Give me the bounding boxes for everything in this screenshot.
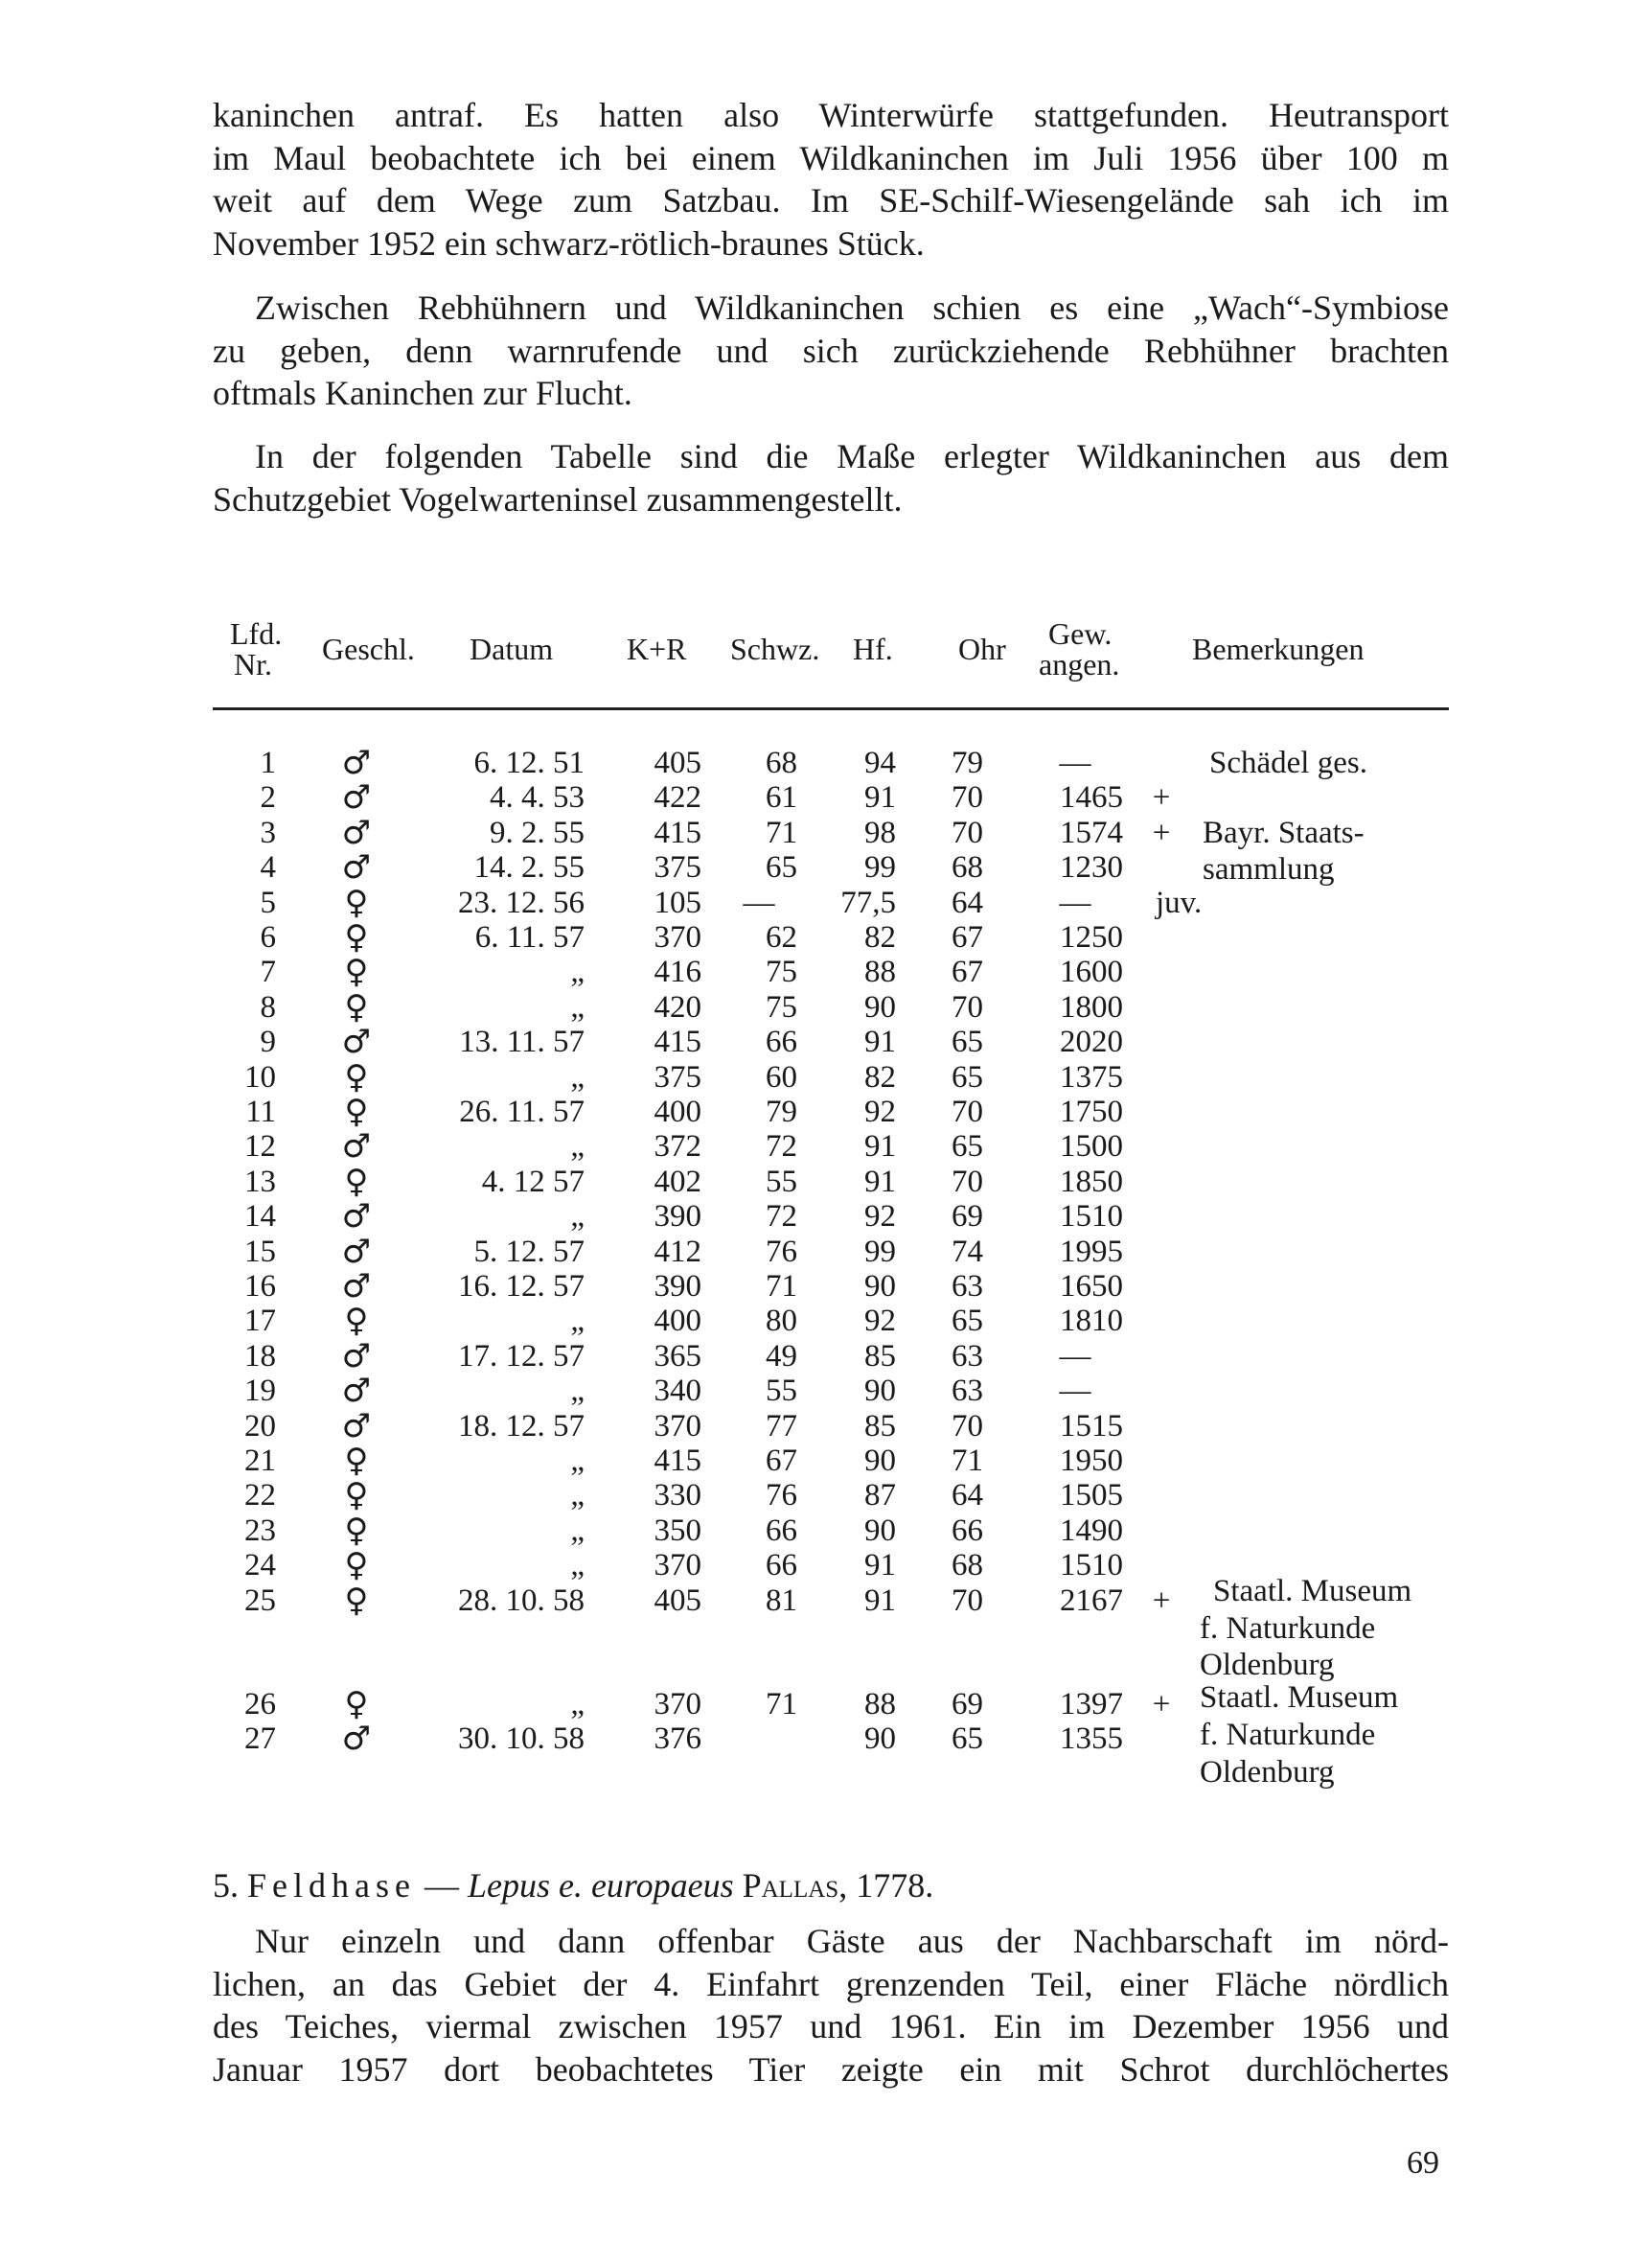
table-row xyxy=(213,883,1449,922)
paragraph-3 xyxy=(213,435,1449,520)
row-kr: 422 xyxy=(654,780,701,816)
row-mark: + xyxy=(1152,780,1171,816)
header-kr: K+R xyxy=(627,632,687,666)
table-row xyxy=(213,920,1449,956)
species-author: Pallas xyxy=(742,1866,839,1905)
row-tail: — xyxy=(743,885,775,920)
row-tail: 55 xyxy=(766,1164,797,1199)
text-line: zu geben, denn warnrufende und sich zurückziehende Rebhühner brachten xyxy=(213,331,1449,370)
row-tail: 61 xyxy=(766,780,797,816)
table-row xyxy=(213,780,1449,816)
row-date: 17. 12. 57 xyxy=(458,1338,585,1374)
table-row xyxy=(213,955,1449,990)
row-kr: 405 xyxy=(654,1582,701,1618)
row-weight: 1490 xyxy=(1060,1513,1123,1548)
row-number: 7 xyxy=(260,955,276,990)
row-weight: 1397 xyxy=(1060,1687,1123,1721)
row-weight: 1465 xyxy=(1060,780,1123,816)
remark-25c: Oldenburg xyxy=(1200,1648,1335,1682)
row-kr: 415 xyxy=(654,1444,701,1478)
row-kr: 365 xyxy=(654,1338,701,1374)
sex-symbol: ♀ xyxy=(344,1162,369,1201)
row-weight: 1810 xyxy=(1060,1304,1123,1339)
table-row xyxy=(213,1478,1449,1513)
row-tail: 75 xyxy=(766,989,797,1025)
header-ear: Ohr xyxy=(958,632,1006,666)
row-kr: 400 xyxy=(654,1304,701,1339)
table-row xyxy=(213,1129,1449,1165)
remark-26b: f. Naturkunde xyxy=(1200,1718,1376,1752)
header-lfd: Lfd. xyxy=(230,616,283,651)
row-kr: 350 xyxy=(654,1513,701,1548)
row-date: 14. 2. 55 xyxy=(473,850,585,886)
table-row xyxy=(213,1057,1449,1097)
sex-symbol: ♂ xyxy=(341,848,372,888)
sex-symbol: ♂ xyxy=(341,1127,372,1167)
table-row xyxy=(213,1406,1449,1445)
row-hf: 88 xyxy=(864,955,896,990)
row-number: 11 xyxy=(245,1095,276,1129)
sex-symbol: ♀ xyxy=(344,1442,369,1480)
row-hf: 85 xyxy=(864,1338,896,1374)
text-line: Januar 1957 dort beobachtetes Tier zeigte ein mit Schrot durchlöchertes xyxy=(213,2049,1449,2089)
row-date: „ xyxy=(570,1374,585,1409)
row-weight: 1950 xyxy=(1060,1444,1123,1478)
row-weight: 1515 xyxy=(1060,1408,1123,1444)
table-row xyxy=(213,1304,1449,1339)
sex-symbol: ♀ xyxy=(344,953,369,992)
sex-symbol: ♀ xyxy=(344,1511,369,1550)
row-number: 23 xyxy=(244,1513,276,1548)
row-number: 1 xyxy=(260,746,276,780)
sex-symbol: ♀ xyxy=(344,1685,369,1723)
row-date: 23. 12. 56 xyxy=(458,885,585,920)
row-kr: 375 xyxy=(654,1059,701,1095)
sex-symbol: ♀ xyxy=(344,1581,369,1620)
text-line: Schutzgebiet Vogelwarteninsel zusammengestellt. xyxy=(213,479,903,519)
row-number: 27 xyxy=(244,1721,276,1757)
row-date: 13. 11. 57 xyxy=(459,1025,585,1060)
row-mark: + xyxy=(1152,1687,1171,1721)
row-date: 4. 4. 53 xyxy=(490,780,585,816)
row-kr: 370 xyxy=(654,1687,701,1721)
row-ear: 63 xyxy=(952,1374,983,1409)
sex-symbol: ♀ xyxy=(344,918,369,957)
row-number: 24 xyxy=(244,1548,276,1583)
row-date: „ xyxy=(570,1548,585,1583)
sex-symbol: ♀ xyxy=(344,1302,369,1341)
row-ear: 63 xyxy=(952,1338,983,1374)
table-row xyxy=(213,1025,1449,1060)
row-date: „ xyxy=(570,1513,585,1548)
row-ear: 70 xyxy=(952,989,983,1025)
row-kr: 370 xyxy=(654,1548,701,1583)
row-hf: 99 xyxy=(864,1234,896,1269)
table-row xyxy=(213,1232,1449,1271)
row-tail: 80 xyxy=(766,1304,797,1339)
row-date: „ xyxy=(570,989,585,1025)
row-hf: 91 xyxy=(864,1582,896,1618)
row-ear: 74 xyxy=(952,1234,983,1269)
section-title: Feldhase xyxy=(247,1866,416,1905)
row-weight: 1650 xyxy=(1060,1269,1123,1304)
row-ear: 70 xyxy=(952,1095,983,1129)
row-ear: 65 xyxy=(952,1129,983,1165)
table-rule xyxy=(213,707,1449,710)
row-ear: 65 xyxy=(952,1025,983,1060)
text-line: lichen, an das Gebiet der 4. Einfahrt grenzenden Teil, einer Fläche nördlich xyxy=(213,1964,1449,2003)
row-kr: 105 xyxy=(654,885,701,920)
row-hf: 82 xyxy=(864,1059,896,1095)
row-hf: 92 xyxy=(864,1095,896,1129)
row-date: „ xyxy=(570,1687,585,1721)
row-hf: 91 xyxy=(864,780,896,816)
sex-symbol: ♀ xyxy=(344,987,369,1027)
row-tail: 71 xyxy=(766,1269,797,1304)
row-number: 16 xyxy=(244,1269,276,1304)
row-number: 15 xyxy=(244,1234,276,1269)
row-weight: 1510 xyxy=(1060,1548,1123,1583)
row-hf: 90 xyxy=(864,1269,896,1304)
remark-25: Staatl. Museum xyxy=(1213,1574,1412,1608)
row-number: 5 xyxy=(260,885,276,920)
row-hf: 90 xyxy=(864,1444,896,1478)
row-ear: 69 xyxy=(952,1199,983,1235)
header-nr: Nr. xyxy=(234,647,272,682)
row-weight: 1600 xyxy=(1060,955,1123,990)
row-number: 18 xyxy=(244,1338,276,1374)
row-kr: 420 xyxy=(654,989,701,1025)
row-number: 12 xyxy=(244,1129,276,1165)
row-weight: 1355 xyxy=(1060,1721,1123,1757)
sex-symbol: ♂ xyxy=(341,1336,372,1375)
row-hf: 99 xyxy=(864,850,896,886)
row-kr: 330 xyxy=(654,1478,701,1513)
sex-symbol: ♂ xyxy=(341,1372,372,1411)
row-kr: 390 xyxy=(654,1199,701,1235)
row-ear: 65 xyxy=(952,1059,983,1095)
row-weight: 1375 xyxy=(1060,1059,1123,1095)
sex-symbol: ♂ xyxy=(341,1232,372,1271)
row-ear: 70 xyxy=(952,1582,983,1618)
row-weight: — xyxy=(1059,885,1091,920)
row-number: 9 xyxy=(260,1025,276,1060)
row-ear: 70 xyxy=(952,1164,983,1199)
row-number: 13 xyxy=(244,1164,276,1199)
row-tail: 67 xyxy=(766,1444,797,1478)
page-number: 69 xyxy=(1407,2145,1439,2181)
row-hf: 91 xyxy=(864,1164,896,1199)
row-number: 3 xyxy=(260,815,276,850)
table-row xyxy=(213,1199,1449,1235)
row-hf: 91 xyxy=(864,1548,896,1583)
row-date: 26. 11. 57 xyxy=(459,1095,585,1129)
row-kr: 370 xyxy=(654,1408,701,1444)
row-tail: 75 xyxy=(766,955,797,990)
row-date: 4. 12 57 xyxy=(481,1164,585,1199)
text-line: weit auf dem Wege zum Satzbau. Im SE-Schilf-Wiesengelände sah ich im xyxy=(213,181,1449,219)
row-hf: 87 xyxy=(864,1478,896,1513)
row-weight: 1510 xyxy=(1060,1199,1123,1235)
row-kr: 340 xyxy=(654,1374,701,1409)
row-kr: 415 xyxy=(654,1025,701,1060)
sex-symbol: ♂ xyxy=(341,1023,372,1062)
row-tail: 60 xyxy=(766,1059,797,1095)
remark-26: Staatl. Museum xyxy=(1200,1680,1399,1715)
sex-symbol: ♀ xyxy=(344,1546,369,1585)
row-number: 26 xyxy=(244,1687,276,1721)
row-kr: 390 xyxy=(654,1269,701,1304)
row-ear: 70 xyxy=(952,815,983,850)
row-number: 8 xyxy=(260,989,276,1025)
row-ear: 71 xyxy=(952,1444,983,1478)
species-name: Lepus e. europaeus xyxy=(467,1866,734,1905)
row-date: 28. 10. 58 xyxy=(458,1582,585,1618)
remark-3b: sammlung xyxy=(1203,852,1335,887)
row-hf: 92 xyxy=(864,1304,896,1339)
row-hf: 94 xyxy=(864,746,896,780)
row-mark: + xyxy=(1152,815,1171,850)
row-number: 10 xyxy=(244,1059,276,1095)
row-date: 6. 11. 57 xyxy=(474,920,585,955)
row-hf: 98 xyxy=(864,815,896,850)
sex-symbol: ♂ xyxy=(341,813,372,852)
remark-3: Bayr. Staats- xyxy=(1203,816,1365,850)
row-kr: 375 xyxy=(654,850,701,886)
table-row xyxy=(213,987,1449,1027)
row-tail: 66 xyxy=(766,1548,797,1583)
row-weight: 1800 xyxy=(1060,989,1123,1025)
sex-symbol: ♂ xyxy=(341,744,372,782)
row-number: 25 xyxy=(244,1582,276,1618)
row-kr: 370 xyxy=(654,920,701,955)
row-tail: 72 xyxy=(766,1199,797,1235)
row-kr: 415 xyxy=(654,815,701,850)
row-date: „ xyxy=(570,1129,585,1165)
remark-5: juv. xyxy=(1156,886,1203,920)
row-kr: 405 xyxy=(654,746,701,780)
sex-symbol: ♂ xyxy=(341,1267,372,1305)
text-line: oftmals Kaninchen zur Flucht. xyxy=(213,374,632,412)
header-hf: Hf. xyxy=(853,632,893,666)
row-ear: 79 xyxy=(952,746,983,780)
text-line: November 1952 ein schwarz-rötlich-braunes Stück. xyxy=(213,223,925,263)
table-row xyxy=(213,1513,1449,1549)
header-tail: Schwz. xyxy=(730,632,820,666)
table-row xyxy=(213,1162,1449,1201)
row-number: 21 xyxy=(244,1444,276,1478)
row-number: 17 xyxy=(244,1304,276,1339)
row-hf: 91 xyxy=(864,1129,896,1165)
row-hf: 90 xyxy=(864,1513,896,1548)
row-hf: 90 xyxy=(864,989,896,1025)
row-hf: 88 xyxy=(864,1687,896,1721)
row-tail: 77 xyxy=(766,1408,797,1444)
row-date: „ xyxy=(570,1478,585,1513)
sex-symbol: ♂ xyxy=(341,1720,372,1759)
row-hf: 90 xyxy=(864,1721,896,1757)
row-tail: 49 xyxy=(766,1338,797,1374)
remark-25b: f. Naturkunde xyxy=(1200,1611,1376,1646)
row-number: 2 xyxy=(260,780,276,816)
row-ear: 65 xyxy=(952,1304,983,1339)
row-ear: 70 xyxy=(952,1408,983,1444)
table-row xyxy=(213,1336,1449,1375)
sex-symbol: ♀ xyxy=(344,1476,369,1515)
row-hf: 85 xyxy=(864,1408,896,1444)
row-ear: 63 xyxy=(952,1269,983,1304)
section-dash: — xyxy=(424,1866,459,1905)
row-date: 6. 12. 51 xyxy=(473,746,585,780)
row-date: 9. 2. 55 xyxy=(490,815,585,850)
row-tail: 66 xyxy=(766,1025,797,1060)
row-weight: 1250 xyxy=(1060,920,1123,955)
row-kr: 376 xyxy=(654,1721,701,1757)
sex-symbol: ♀ xyxy=(344,883,369,922)
row-weight: 1574 xyxy=(1060,815,1123,850)
header-weight: Gew. xyxy=(1048,616,1113,651)
text-line: des Teiches, viermal zwischen 1957 und 1961. Ein im Dezember 1956 und xyxy=(213,2007,1449,2045)
row-weight: 1505 xyxy=(1060,1478,1123,1513)
text-line: Zwischen Rebhühnern und Wildkaninchen schien es eine „Wach“-Symbiose xyxy=(255,289,1449,327)
row-tail: 76 xyxy=(766,1234,797,1269)
section-number: 5. xyxy=(213,1866,239,1905)
row-date: „ xyxy=(570,955,585,990)
row-weight: — xyxy=(1059,746,1091,780)
row-weight: 1750 xyxy=(1060,1095,1123,1129)
row-ear: 66 xyxy=(952,1513,983,1548)
row-kr: 402 xyxy=(654,1164,701,1199)
row-hf: 91 xyxy=(864,1025,896,1060)
row-weight: 2020 xyxy=(1060,1025,1123,1060)
table-row xyxy=(213,1374,1449,1409)
row-number: 19 xyxy=(244,1374,276,1409)
row-weight: 1995 xyxy=(1060,1234,1123,1269)
row-hf: 82 xyxy=(864,920,896,955)
section-heading xyxy=(213,1864,933,1906)
row-date: 16. 12. 57 xyxy=(458,1269,585,1304)
row-kr: 416 xyxy=(654,955,701,990)
row-ear: 65 xyxy=(952,1721,983,1757)
row-weight: — xyxy=(1059,1374,1091,1409)
sex-symbol: ♀ xyxy=(344,1057,369,1097)
row-tail: 71 xyxy=(766,1687,797,1721)
row-date: 30. 10. 58 xyxy=(458,1721,585,1757)
row-weight: 1500 xyxy=(1060,1129,1123,1165)
header-sex: Geschl. xyxy=(322,632,415,666)
row-ear: 69 xyxy=(952,1687,983,1721)
row-hf: 92 xyxy=(864,1199,896,1235)
row-hf: 90 xyxy=(864,1374,896,1409)
row-weight: 2167 xyxy=(1060,1582,1123,1618)
row-ear: 70 xyxy=(952,780,983,816)
row-tail: 71 xyxy=(766,815,797,850)
row-number: 20 xyxy=(244,1408,276,1444)
row-tail: 55 xyxy=(766,1374,797,1409)
text-line: Nur einzeln und dann offenbar Gäste aus der Nachbarschaft im nörd- xyxy=(255,1922,1449,1960)
row-kr: 412 xyxy=(654,1234,701,1269)
table-row xyxy=(213,1269,1449,1305)
header-weight-sub: angen. xyxy=(1039,647,1120,682)
text-line: kaninchen antraf. Es hatten also Winterwürfe stattgefunden. Heutransport xyxy=(213,96,1449,134)
row-ear: 67 xyxy=(952,955,983,990)
row-date: „ xyxy=(570,1199,585,1235)
row-kr: 400 xyxy=(654,1095,701,1129)
row-number: 14 xyxy=(244,1199,276,1235)
paragraph-4 xyxy=(213,1920,1449,2091)
table-header xyxy=(213,612,1449,698)
remark-26c: Oldenburg xyxy=(1200,1755,1335,1790)
text-line: In der folgenden Tabelle sind die Maße erlegter Wildkaninchen aus dem xyxy=(255,437,1449,475)
row-number: 4 xyxy=(260,850,276,886)
table-row xyxy=(213,1444,1449,1479)
row-tail: 62 xyxy=(766,920,797,955)
text-line: im Maul beobachtete ich bei einem Wildkaninchen im Juli 1956 über 100 m xyxy=(213,138,1449,177)
remark-1: Schädel ges. xyxy=(1209,746,1367,780)
sex-symbol: ♂ xyxy=(341,1406,372,1445)
sex-symbol: ♀ xyxy=(344,1093,369,1131)
sex-symbol: ♂ xyxy=(341,778,372,818)
table-row xyxy=(213,1095,1449,1130)
row-tail: 68 xyxy=(766,746,797,780)
sex-symbol: ♂ xyxy=(341,1197,372,1236)
paragraph-1 xyxy=(213,94,1449,265)
row-weight: — xyxy=(1059,1338,1091,1374)
row-tail: 66 xyxy=(766,1513,797,1548)
row-tail: 65 xyxy=(766,850,797,886)
header-remarks: Bemerkungen xyxy=(1192,632,1365,666)
row-hf: 77,5 xyxy=(840,885,896,920)
row-ear: 64 xyxy=(952,885,983,920)
row-number: 22 xyxy=(244,1478,276,1513)
row-date: „ xyxy=(570,1444,585,1478)
row-ear: 67 xyxy=(952,920,983,955)
row-number: 6 xyxy=(260,920,276,955)
species-year: , 1778. xyxy=(838,1866,934,1905)
row-date: „ xyxy=(570,1304,585,1339)
paragraph-2 xyxy=(213,287,1449,415)
row-ear: 64 xyxy=(952,1478,983,1513)
row-tail: 76 xyxy=(766,1478,797,1513)
row-tail: 79 xyxy=(766,1095,797,1129)
row-date: 18. 12. 57 xyxy=(458,1408,585,1444)
row-ear: 68 xyxy=(952,1548,983,1583)
row-tail: 72 xyxy=(766,1129,797,1165)
row-ear: 68 xyxy=(952,850,983,886)
row-weight: 1850 xyxy=(1060,1164,1123,1199)
row-weight: 1230 xyxy=(1060,850,1123,886)
row-tail: 81 xyxy=(766,1582,797,1618)
row-date: 5. 12. 57 xyxy=(473,1234,585,1269)
row-mark: + xyxy=(1152,1582,1171,1618)
row-kr: 372 xyxy=(654,1129,701,1165)
row-date: „ xyxy=(570,1059,585,1095)
header-date: Datum xyxy=(470,632,554,666)
